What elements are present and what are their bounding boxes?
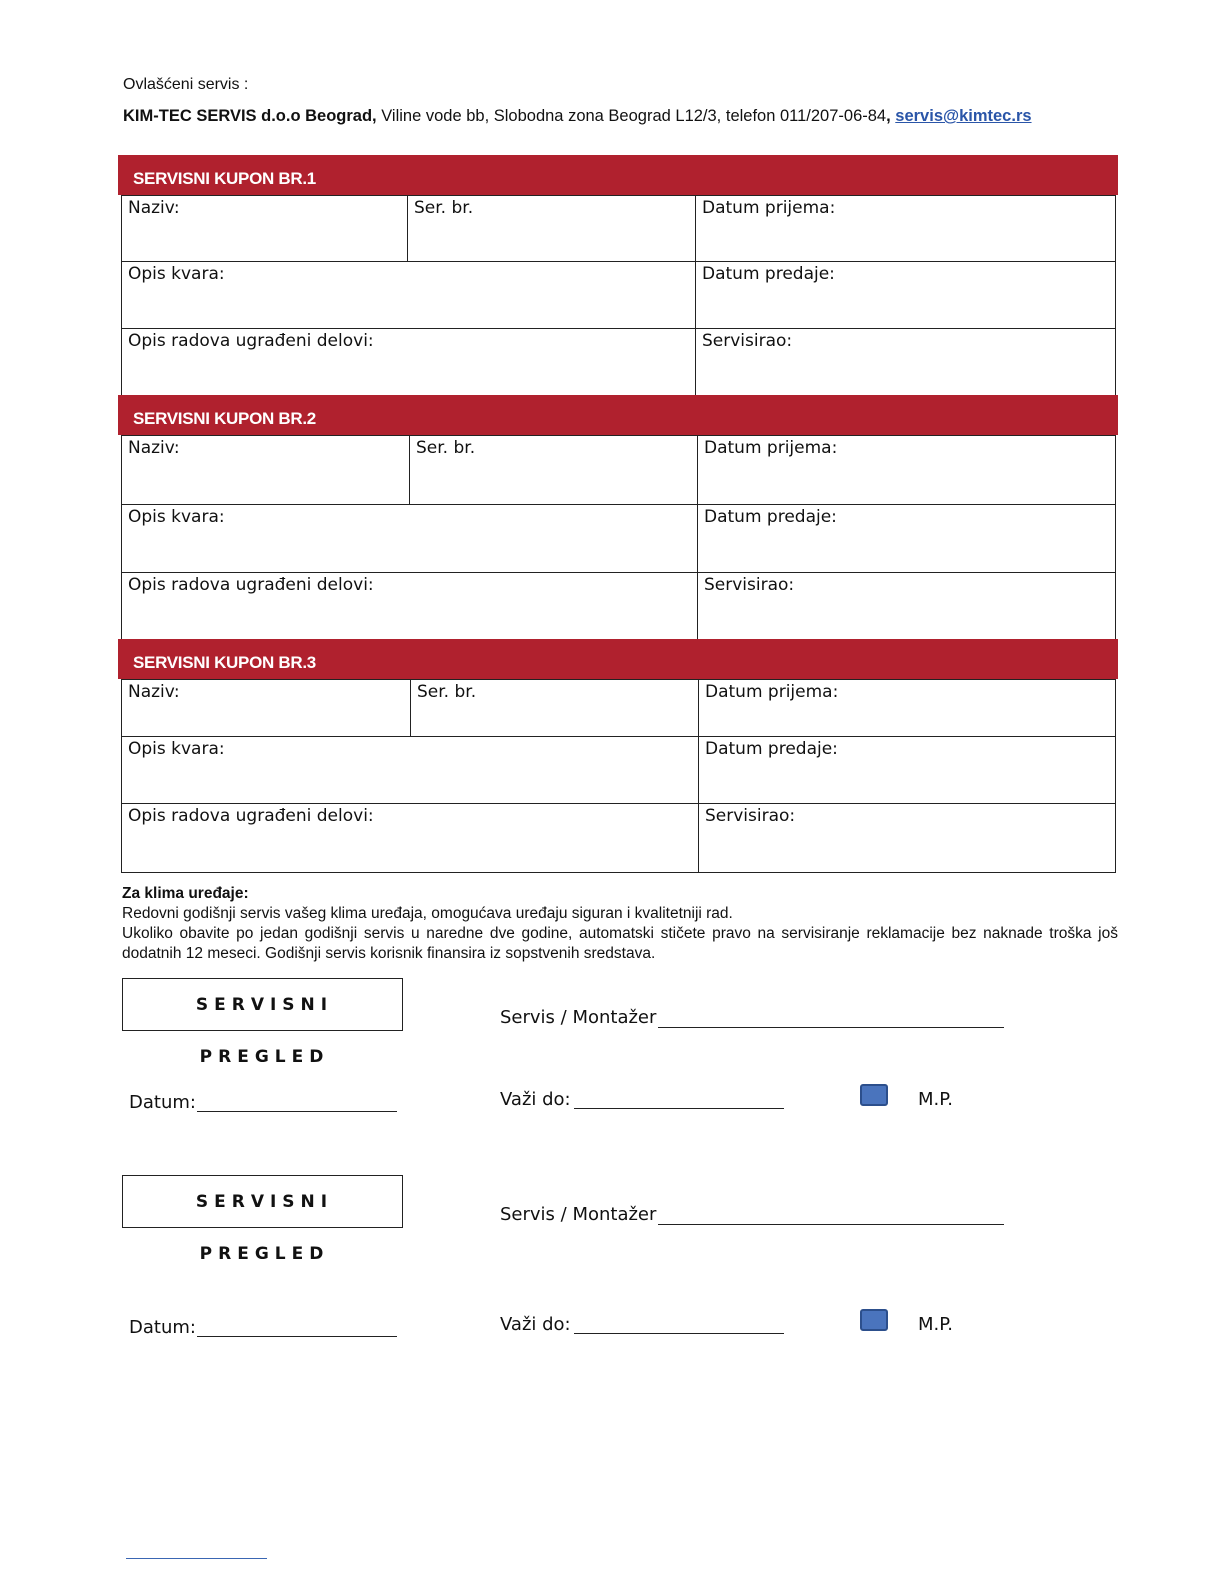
field-label: Opis kvara: xyxy=(128,507,225,527)
field-label: Datum prijema: xyxy=(705,682,839,702)
stamp-icon xyxy=(860,1309,888,1331)
coupon-2-title: SERVISNI KUPON BR.2 xyxy=(118,395,1118,435)
field-label: Datum prijema: xyxy=(704,438,838,458)
coupon-2-opis-radova-field[interactable] xyxy=(121,572,698,640)
field-label: Ser. br. xyxy=(414,198,474,218)
comma: , xyxy=(886,107,896,125)
coupon-1-title: SERVISNI KUPON BR.1 xyxy=(118,155,1118,195)
field-label: Opis kvara: xyxy=(128,739,225,759)
field-label: Naziv: xyxy=(128,198,180,218)
note-line-2: Ukoliko obavite po jedan godišnji servis u naredne dve godine, automatski stičete pravo na servisiranje reklamacije bez naknade troška još dodatnih 12 meseci. Godišnji servis korisnik finansira iz sopstvenih sredstava. xyxy=(122,925,1118,962)
coupon-2-servisirao-field[interactable] xyxy=(697,572,1116,640)
coupon-1-opis-radova-field[interactable] xyxy=(121,328,696,396)
field-label: Datum predaje: xyxy=(705,739,838,759)
ac-note xyxy=(122,884,1118,964)
coupon-2-ser-br-field[interactable] xyxy=(409,435,698,505)
servis-montazer-line-2[interactable] xyxy=(658,1224,1004,1225)
vazi-do-label-2: Važi do: xyxy=(500,1314,571,1335)
mp-label-1: M.P. xyxy=(918,1089,954,1110)
datum-label-2: Datum: xyxy=(129,1317,196,1338)
field-label: Ser. br. xyxy=(417,682,477,702)
field-label: Naziv: xyxy=(128,682,180,702)
vazi-do-line-1[interactable] xyxy=(574,1108,784,1109)
coupon-2-datum-predaje-field[interactable] xyxy=(697,504,1116,573)
coupon-1-ser-br-field[interactable] xyxy=(407,195,696,262)
datum-line-2[interactable] xyxy=(197,1336,397,1337)
servis-montazer-line-1[interactable] xyxy=(658,1027,1004,1028)
field-label: Datum prijema: xyxy=(702,198,836,218)
email-link[interactable]: servis@kimtec.rs xyxy=(895,107,1032,125)
footer-divider xyxy=(126,1558,267,1559)
field-label: Opis radova ugrađeni delovi: xyxy=(128,331,374,351)
servis-montazer-label-1: Servis / Montažer xyxy=(500,1007,657,1028)
vazi-do-line-2[interactable] xyxy=(574,1333,784,1334)
field-label: Opis radova ugrađeni delovi: xyxy=(128,575,374,595)
vazi-do-label-1: Važi do: xyxy=(500,1089,571,1110)
field-label: Servisirao: xyxy=(705,806,796,826)
coupon-3-datum-predaje-field[interactable] xyxy=(698,736,1116,804)
coupon-1-datum-prijema-field[interactable] xyxy=(695,195,1116,262)
field-label: Datum predaje: xyxy=(702,264,835,284)
coupon-3-title: SERVISNI KUPON BR.3 xyxy=(118,639,1118,679)
servis-montazer-label-2: Servis / Montažer xyxy=(500,1204,657,1225)
company-address: Viline vode bb, Slobodna zona Beograd L12/3, telefon 011/207-06-84 xyxy=(376,107,887,125)
coupon-3-opis-radova-field[interactable] xyxy=(121,803,699,873)
company-name: KIM-TEC SERVIS d.o.o Beograd, xyxy=(123,107,377,125)
coupon-3-ser-br-field[interactable] xyxy=(410,679,699,737)
field-label: Opis kvara: xyxy=(128,264,225,284)
field-label: Servisirao: xyxy=(704,575,795,595)
field-label: Opis radova ugrađeni delovi: xyxy=(128,806,374,826)
field-label: Datum predaje: xyxy=(704,507,837,527)
coupon-1-naziv-field[interactable] xyxy=(121,195,408,262)
company-info xyxy=(123,107,1032,126)
coupon-3-servisirao-field[interactable] xyxy=(698,803,1116,873)
coupon-3-opis-kvara-field[interactable] xyxy=(121,736,699,804)
coupon-3-datum-prijema-field[interactable] xyxy=(698,679,1116,737)
field-label: Servisirao: xyxy=(702,331,793,351)
coupon-2-opis-kvara-field[interactable] xyxy=(121,504,698,573)
coupon-1-servisirao-field[interactable] xyxy=(695,328,1116,396)
field-label: Ser. br. xyxy=(416,438,476,458)
servisni-pregled-box-2: SERVISNI PREGLED xyxy=(122,1175,403,1228)
stamp-icon xyxy=(860,1084,888,1106)
note-line-1: Redovni godišnji servis vašeg klima uređaja, omogućava uređaju siguran i kvalitetniji rad. xyxy=(122,905,733,922)
servisni-pregled-box-1: SERVISNI PREGLED xyxy=(122,978,403,1031)
datum-label-1: Datum: xyxy=(129,1092,196,1113)
coupon-1-datum-predaje-field[interactable] xyxy=(695,261,1116,329)
coupon-2-naziv-field[interactable] xyxy=(121,435,410,505)
coupon-3-naziv-field[interactable] xyxy=(121,679,411,737)
authorized-service-label: Ovlašćeni servis : xyxy=(123,76,249,93)
coupon-2-datum-prijema-field[interactable] xyxy=(697,435,1116,505)
datum-line-1[interactable] xyxy=(197,1111,397,1112)
mp-label-2: M.P. xyxy=(918,1314,954,1335)
field-label: Naziv: xyxy=(128,438,180,458)
note-title: Za klima uređaje: xyxy=(122,885,249,902)
coupon-1-opis-kvara-field[interactable] xyxy=(121,261,696,329)
